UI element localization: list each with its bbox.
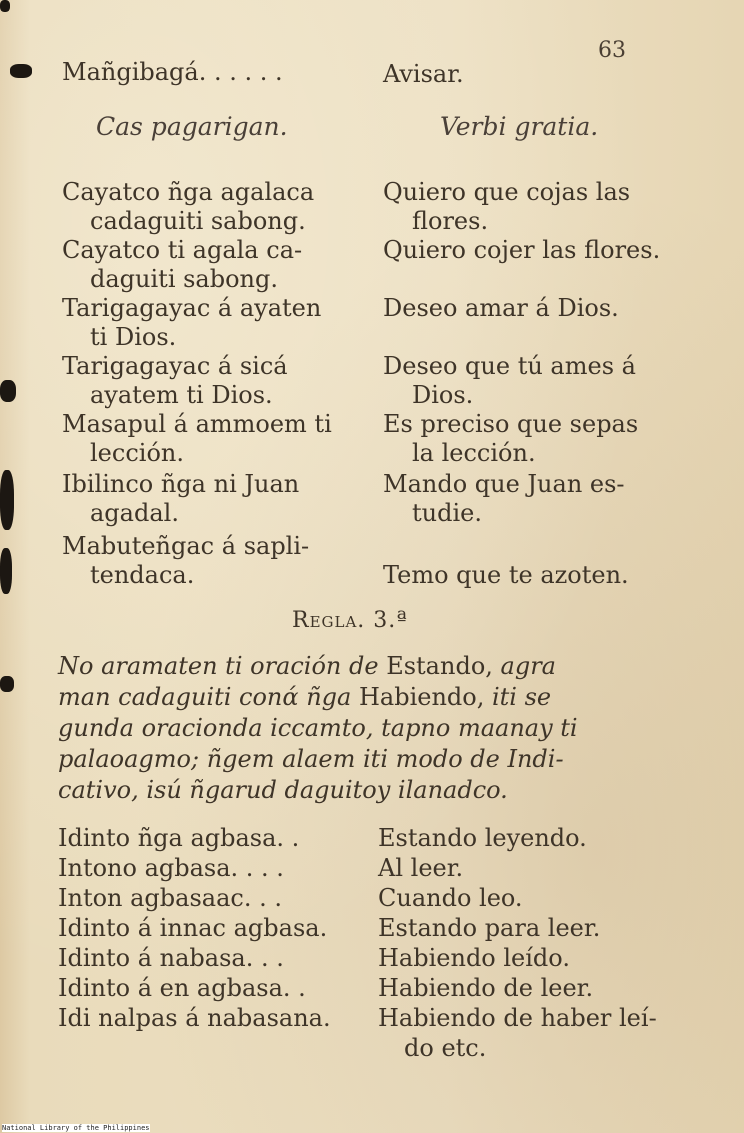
ink-blot bbox=[0, 548, 12, 594]
ink-blot bbox=[0, 676, 14, 692]
example-ilocano-line: Tarigagayac á ayaten bbox=[62, 294, 322, 322]
rule-line bbox=[58, 681, 680, 713]
example-ilocano-line: ti Dios. bbox=[90, 323, 177, 351]
form-spanish: Habiendo de haber leí- bbox=[378, 1004, 657, 1032]
ink-blot bbox=[0, 0, 10, 12]
example-ilocano-line: Cayatco ti agala ca- bbox=[62, 236, 303, 264]
rule-heading bbox=[292, 608, 408, 633]
rule-number: 3.ª bbox=[373, 608, 408, 633]
rule-label: Regla. bbox=[292, 608, 366, 633]
rule-segment: Estando, bbox=[386, 652, 501, 680]
ink-blot bbox=[0, 380, 16, 402]
example-spanish-line: Quiero cojer las flores. bbox=[383, 236, 661, 264]
rule-segment: No aramaten ti oración de bbox=[58, 652, 387, 680]
rule-segment: cativo, isú ñgarud daguitoy ilanadco. bbox=[58, 776, 508, 804]
form-spanish: do etc. bbox=[404, 1034, 487, 1062]
form-spanish: Al leer. bbox=[378, 854, 464, 882]
library-footer: National Library of the Philippines bbox=[2, 1124, 150, 1132]
example-spanish-line: Quiero que cojas las bbox=[383, 178, 631, 206]
rule-segment: gunda oracionda iccamto, tapno maanay ti bbox=[58, 714, 578, 742]
form-ilocano: Idinto á nabasa. . . bbox=[58, 944, 284, 972]
form-ilocano: Idinto á en agbasa. . bbox=[58, 974, 306, 1002]
form-spanish: Habiendo de leer. bbox=[378, 974, 594, 1002]
ink-blot bbox=[0, 470, 14, 530]
left-column-heading: Cas pagarigan. bbox=[96, 112, 288, 141]
example-spanish-line: Es preciso que sepas bbox=[383, 410, 639, 438]
example-ilocano-line: lección. bbox=[90, 439, 184, 467]
rule-segment: palaoagmo; ñgem alaem iti modo de Indi- bbox=[58, 745, 564, 773]
example-ilocano-line: daguiti sabong. bbox=[90, 265, 279, 293]
rule-segment: Habiendo, bbox=[358, 683, 492, 711]
form-spanish: Estando leyendo. bbox=[378, 824, 587, 852]
example-ilocano-line: cadaguiti sabong. bbox=[90, 207, 306, 235]
example-ilocano-line: Cayatco ñga agalaca bbox=[62, 178, 315, 206]
form-ilocano: Idinto á innac agbasa. bbox=[58, 914, 328, 942]
right-column-heading: Verbi gratia. bbox=[440, 112, 599, 141]
form-ilocano: Inton agbasaac. . . bbox=[58, 884, 282, 912]
example-spanish-line: tudie. bbox=[412, 499, 482, 527]
example-ilocano-line: Mabuteñgac á sapli- bbox=[62, 532, 310, 560]
example-ilocano-line: ayatem ti Dios. bbox=[90, 381, 273, 409]
form-ilocano: Intono agbasa. . . . bbox=[58, 854, 284, 882]
example-ilocano-line: Masapul á ammoem ti bbox=[62, 410, 332, 438]
example-spanish-line: la lección. bbox=[412, 439, 536, 467]
form-spanish: Cuando leo. bbox=[378, 884, 523, 912]
rule-line bbox=[58, 743, 680, 775]
page-number: 63 bbox=[598, 38, 626, 63]
example-spanish-line: Mando que Juan es- bbox=[383, 470, 625, 498]
form-ilocano: Idinto ñga agbasa. . bbox=[58, 824, 300, 852]
rule-segment: man cadaguiti conά ñga bbox=[58, 683, 359, 711]
example-spanish-line: Temo que te azoten. bbox=[383, 561, 629, 589]
rule-line bbox=[58, 650, 680, 682]
form-ilocano: Idi nalpas á nabasana. bbox=[58, 1004, 331, 1032]
ink-blot bbox=[10, 64, 32, 78]
example-spanish-line: Deseo amar á Dios. bbox=[383, 294, 619, 322]
header-translation: Avisar. bbox=[383, 60, 464, 88]
form-spanish: Habiendo leído. bbox=[378, 944, 570, 972]
form-spanish: Estando para leer. bbox=[378, 914, 601, 942]
example-ilocano-line: agadal. bbox=[90, 499, 179, 527]
rule-line bbox=[58, 774, 680, 806]
example-ilocano-line: Ibilinco ñga ni Juan bbox=[62, 470, 300, 498]
rule-line bbox=[58, 712, 680, 744]
example-spanish-line: flores. bbox=[412, 207, 489, 235]
example-ilocano-line: tendaca. bbox=[90, 561, 195, 589]
rule-segment: iti se bbox=[491, 683, 552, 711]
example-spanish-line: Deseo que tú ames á bbox=[383, 352, 636, 380]
example-ilocano-line: Tarigagayac á sicá bbox=[62, 352, 288, 380]
example-spanish-line: Dios. bbox=[412, 381, 474, 409]
rule-segment: agra bbox=[500, 652, 556, 680]
header-term: Mañgibagá. . . . . . bbox=[62, 58, 283, 86]
